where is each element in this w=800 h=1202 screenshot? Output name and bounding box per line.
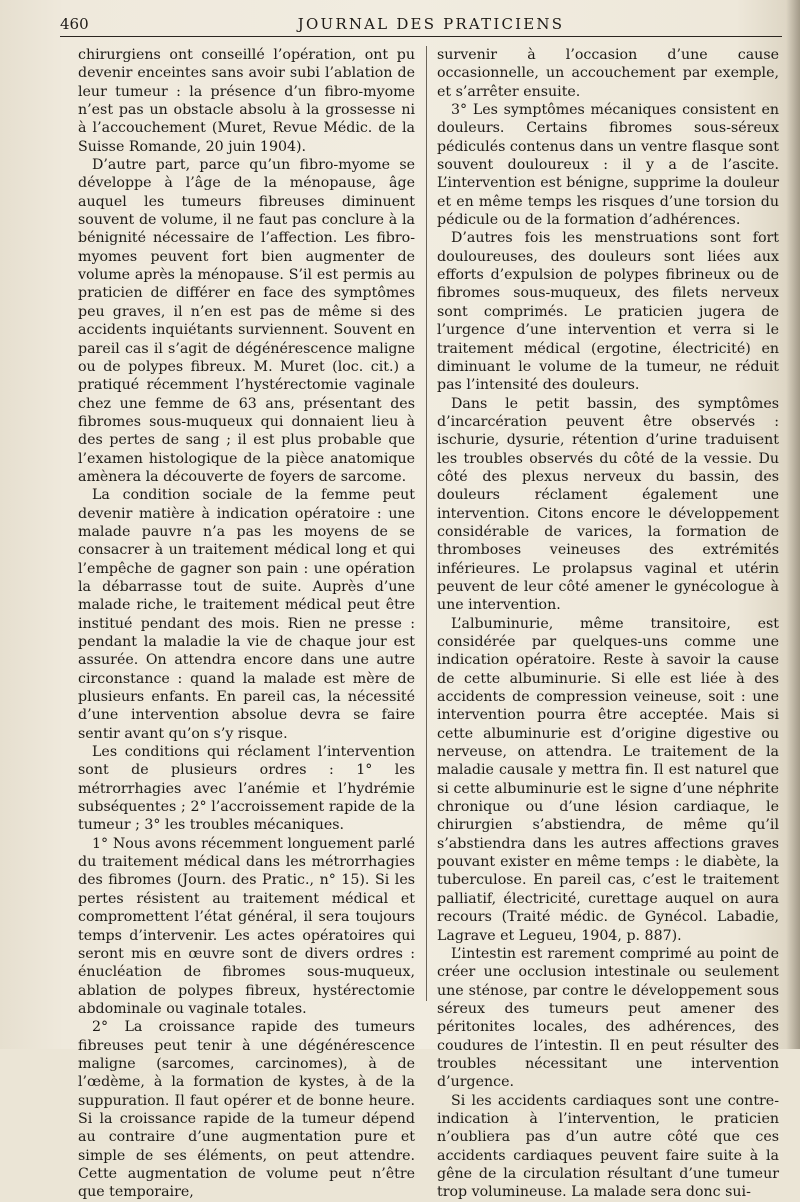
right-column — [437, 46, 779, 1201]
paragraph: D’autres fois les menstruations sont fort douloureuses, des douleurs sont liées aux efforts d’expulsion de polypes fibrineux ou de fibromes sous-muqueux, des filets nerveux sont comprimés. Le praticien jugera de l’urgence d’une intervention et verra si le traitement médical (ergotine, électricité) en diminuant le volume de la tumeur, ne réduit pas l’intensité des douleurs. — [437, 230, 779, 394]
paragraph: Les conditions qui réclament l’intervention sont de plusieurs ordres : 1° les métrorrhagies avec l’anémie et l’hydrémie subséquentes ; 2° l’accroissement rapide de la tumeur ; 3° les troubles mécaniques. — [78, 744, 415, 834]
paragraph: survenir à l’occasion d’une cause occasionnelle, un accouchement par exemple, et s’arrêter ensuite. — [437, 47, 779, 100]
paragraph: 3° Les symptômes mécaniques consistent en douleurs. Certains fibromes sous-séreux pédiculés contenus dans un ventre flasque sont souvent douloureux : il y a de l’ascite. L’intervention est bénigne, supprime la douleur et en même temps les risques d’une torsion du pédicule ou de la formation d’adhérences. — [437, 102, 779, 229]
paragraph: 1° Nous avons récemment longuement parlé du traitement médical dans les métrorrhagies des fibromes (Journ. des Pratic., n° 15). Si les pertes résistent au traitement médical et compromettent l’état général, il sera toujours temps d’intervenir. Les actes opératoires qui seront mis en œuvre sont de divers ordres : énucléation de fibromes sous-muqueux, ablation de polypes fibreux, hystérectomie abdominale ou vaginale totales. — [78, 835, 415, 1017]
paragraph: Dans le petit bassin, des symptômes d’incarcération peuvent être observés : ischurie, dysurie, rétention d’urine traduisent les troubles observés du côté de la vessie. Du côté des plexus nerveux du bassin, des douleurs réclament également une intervention. Citons encore le développement considérable de varices, la formation de thromboses veineuses des extrémités inférieures. Le prolapsus vaginal et utérin peuvent de leur côté amener le gynécologue à une intervention. — [437, 395, 779, 614]
running-header — [60, 12, 782, 37]
page-number: 460 — [60, 15, 89, 33]
paragraph: L’albuminurie, même transitoire, est considérée par quelques-uns comme une indication opératoire. Reste à savoir la cause de cette albuminurie. Si elle est liée à des accidents de compression veineuse, soit : une intervention pourra être acceptée. Mais si cette albuminurie est d’origine digestive ou nerveuse, on attendra. Le traitement de la maladie causale y mettra fin. Il est naturel que si cette albuminurie est le signe d’une néphrite chronique ou d’une lésion cardiaque, le chirurgien s’abstiendra, de même qu’il s’abstiendra dans les autres affections graves pouvant exister en même temps : le diabète, la tuberculose. En pareil cas, c’est le traitement palliatif, électricité, curettage auquel on aura recours (Traité médic. de Gynécol. Labadie, Lagrave et Legueu, 1904, p. 887). — [437, 615, 779, 944]
paragraph: La condition sociale de la femme peut devenir matière à indication opératoire : une malade pauvre n’a pas les moyens de se consacrer à un traitement médical long et qui l’empêche de gagner son pain : une opération la débarrasse tout de suite. Auprès d’une malade riche, le traitement médical peut être institué pendant des mois. Rien ne presse : pendant la maladie la vie de chaque jour est assurée. On attendra encore dans une autre circonstance : quand la malade est mère de plusieurs enfants. En pareil cas, la nécessité d’une intervention absolue devra se faire sentir avant qu’on s’y risque. — [78, 487, 415, 742]
paragraph: Si les accidents cardiaques sont une contre-indication à l’intervention, le praticien n’oubliera pas d’un autre côté que ces accidents cardiaques peuvent faire suite à la gêne de la circulation résultant d’une tumeur trop volumineuse. La malade sera donc sui- — [437, 1092, 779, 1201]
paragraph: D’autre part, parce qu’un fibro-myome se développe à l’âge de la ménopause, âge auquel les tumeurs fibreuses diminuent souvent de volume, il ne faut pas conclure à la bénignité nécessaire de l’affection. Les fibro-myomes peuvent fort bien augmenter de volume après la ménopause. S’il est permis au praticien de différer en face des symptômes peu graves, il n’en est pas de même si des accidents inquiétants surviennent. Souvent en pareil cas il s’agit de dégénérescence maligne ou de polypes fibreux. M. Muret (loc. cit.) a pratiqué récemment l’hystérectomie vaginale chez une femme de 63 ans, présentant des fibromes sous-muqueux qui donnaient lieu à des pertes de sang ; il est plus probable que l’examen histologique de la pièce anatomique amènera la découverte de foyers de sarcome. — [78, 157, 415, 485]
binding-shadow — [786, 0, 800, 1049]
paragraph: chirurgiens ont conseillé l’opération, ont pu devenir enceintes sans avoir subi l’ablation de leur tumeur : la présence d’un fibro-myome n’est pas un obstacle absolu à la grossesse ni à l’accouchement (Muret, Revue Médic. de la Suisse Romande, 20 juin 1904). — [78, 47, 415, 155]
column-divider — [426, 46, 427, 1001]
left-column — [78, 46, 415, 1201]
journal-title: JOURNAL DES PRATICIENS — [297, 15, 565, 33]
paragraph: L’intestin est rarement comprimé au point de créer une occlusion intestinale ou seulement une sténose, par contre le développement sous séreux des tumeurs peut amener des péritonites locales, des adhérences, des coudures de l’intestin. Il en peut résulter des troubles nécessitant une intervention d’urgence. — [437, 945, 779, 1091]
paragraph: 2° La croissance rapide des tumeurs fibreuses peut tenir à une dégénérescence maligne (sarcomes, carcinomes), à de l’œdème, à la formation de kystes, à de la suppuration. Il faut opérer et de bonne heure. Si la croissance rapide de la tumeur dépend au contraire d’une augmentation pure et simple de ses éléments, on peut attendre. Cette augmentation de volume peut n’être que temporaire, — [78, 1019, 415, 1201]
